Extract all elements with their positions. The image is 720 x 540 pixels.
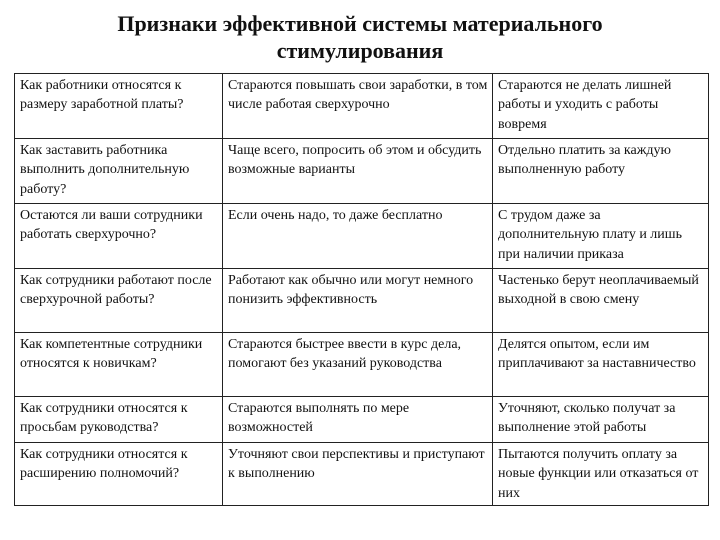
question-cell: Как сотрудники относятся к расширению полномочий? [15,443,223,506]
ineffective-sign-cell: Стараются не делать лишней работы и уходить с работы вовремя [493,74,709,139]
comparison-table [14,73,709,506]
ineffective-sign-cell: С трудом даже за дополнительную плату и лишь при наличии приказа [493,204,709,269]
effective-sign-cell: Стараются выполнять по мере возможностей [223,397,493,443]
effective-sign-cell: Стараются быстрее ввести в курс дела, помогают без указаний руководства [223,333,493,397]
table-row [15,204,709,269]
effective-sign-cell: Уточняют свои перспективы и приступают к выполнению [223,443,493,506]
question-cell: Остаются ли ваши сотрудники работать сверхурочно? [15,204,223,269]
page-title-line-2: стимулирования [276,38,444,63]
question-cell: Как сотрудники работают после сверхурочной работы? [15,269,223,333]
effective-sign-cell: Чаще всего, попросить об этом и обсудить возможные варианты [223,139,493,204]
effective-sign-cell: Если очень надо, то даже бесплатно [223,204,493,269]
question-cell: Как компетентные сотрудники относятся к новичкам? [15,333,223,397]
table-row [15,397,709,443]
ineffective-sign-cell: Отдельно платить за каждую выполненную работу [493,139,709,204]
table-row [15,139,709,204]
effective-sign-cell: Стараются повышать свои заработки, в том числе работая сверхурочно [223,74,493,139]
ineffective-sign-cell: Делятся опытом, если им приплачивают за наставничество [493,333,709,397]
ineffective-sign-cell: Частенько берут неоплачиваемый выходной в свою смену [493,269,709,333]
table-row [15,333,709,397]
page-title-line-1: Признаки эффективной системы материального [117,11,603,36]
page-title [0,10,720,64]
table-row [15,74,709,139]
question-cell: Как заставить работника выполнить дополнительную работу? [15,139,223,204]
question-cell: Как работники относятся к размеру заработной платы? [15,74,223,139]
table-row [15,269,709,333]
ineffective-sign-cell: Уточняют, сколько получат за выполнение этой работы [493,397,709,443]
question-cell: Как сотрудники относятся к просьбам руководства? [15,397,223,443]
effective-sign-cell: Работают как обычно или могут немного понизить эффективность [223,269,493,333]
table-row [15,443,709,506]
ineffective-sign-cell: Пытаются получить оплату за новые функции или отказаться от них [493,443,709,506]
